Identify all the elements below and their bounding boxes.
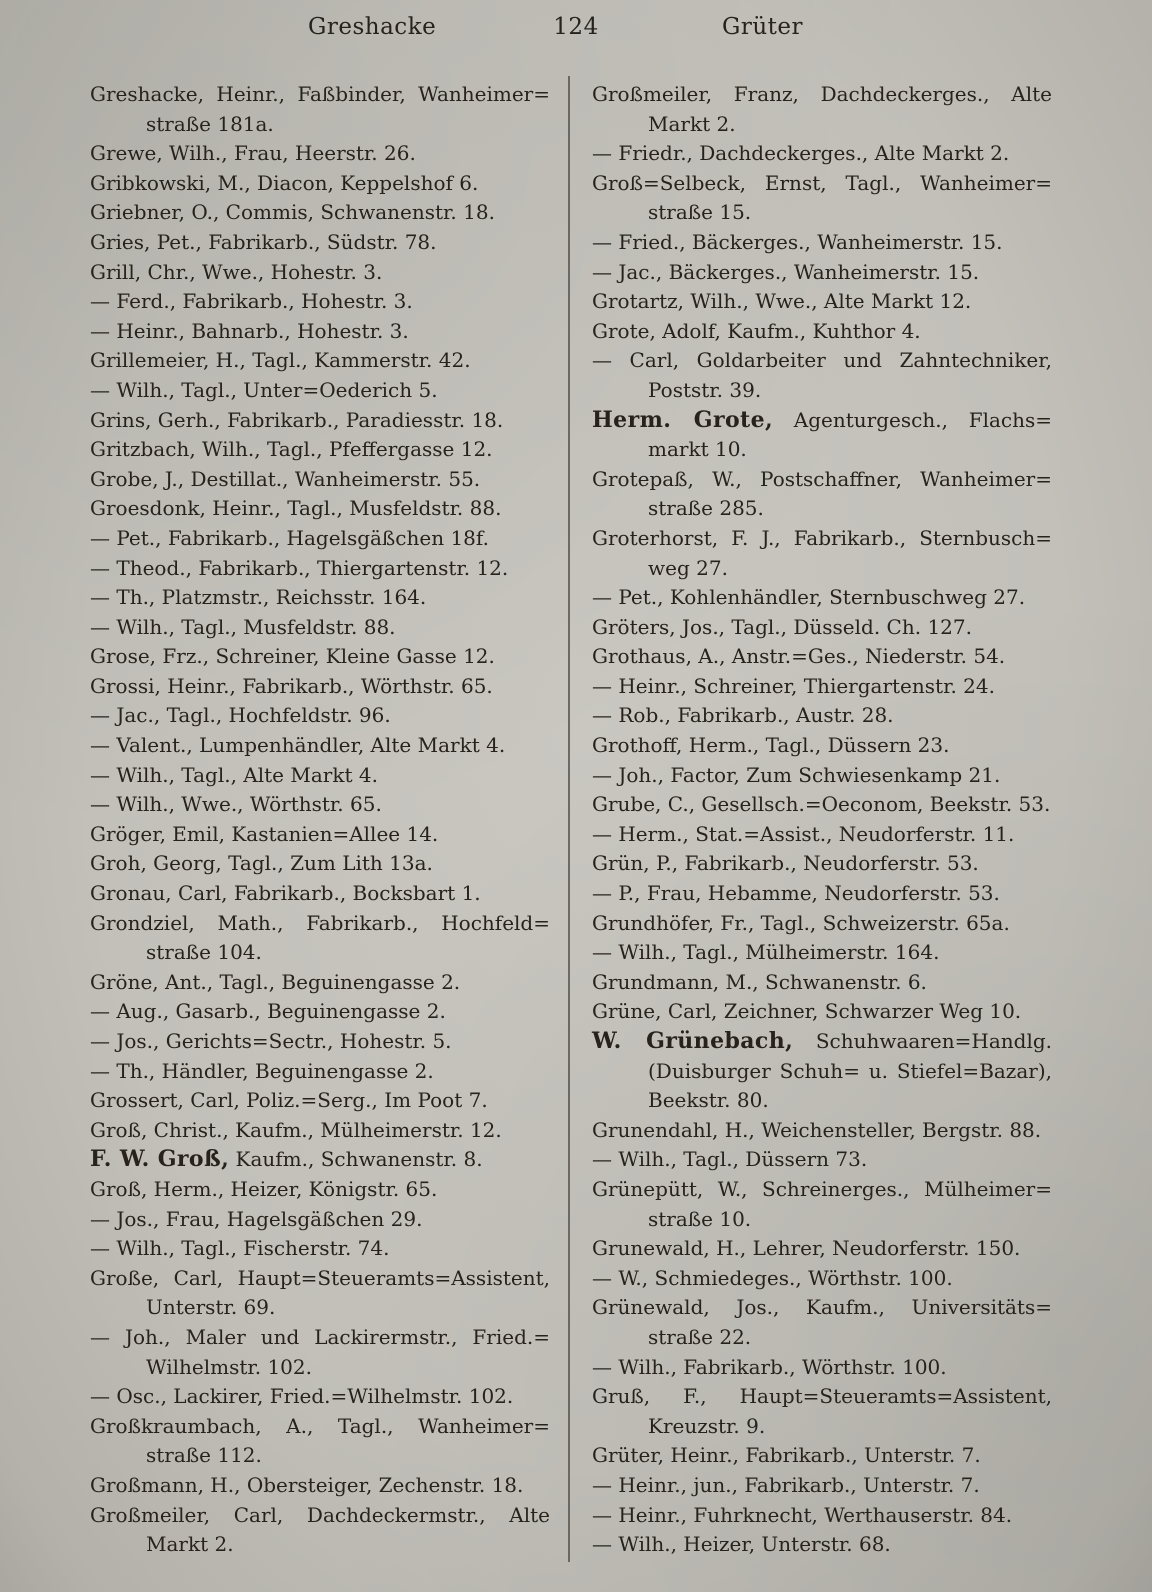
entry-line: — P., Frau, Hebamme, Neudorferstr. 53. (592, 881, 1000, 906)
directory-entry (90, 879, 550, 909)
entry-line: Wilhelmstr. 102. (146, 1354, 312, 1379)
entry-line: Gruß, F., Haupt=Steueramts=Assistent, (592, 1384, 1052, 1409)
entry-line: Grossert, Carl, Poliz.=Serg., Im Poot 7. (90, 1088, 488, 1113)
entry-line: Griebner, O., Commis, Schwanenstr. 18. (90, 200, 495, 225)
directory-entry (592, 672, 1052, 702)
directory-entry (592, 613, 1052, 643)
entry-line: straße 10. (648, 1206, 752, 1231)
entry-line: straße 285. (648, 496, 764, 521)
entry-line: W. Grünebach, Schuhwaaren=Handlg. (592, 1028, 1052, 1054)
directory-entry (592, 1145, 1052, 1175)
directory-entry (592, 317, 1052, 347)
header-right-title: Grüter (722, 14, 804, 40)
directory-entry (592, 790, 1052, 820)
directory-entry (90, 287, 550, 317)
entry-line: — Heinr., Schreiner, Thiergartenstr. 24. (592, 673, 995, 698)
entry-line: Grundhöfer, Fr., Tagl., Schweizerstr. 65a. (592, 910, 1010, 935)
entry-line: — Wilh., Fabrikarb., Wörthstr. 100. (592, 1354, 947, 1379)
column-right (592, 80, 1052, 1560)
entry-line: Grill, Chr., Wwe., Hohestr. 3. (90, 259, 383, 284)
entry-line: Grotepaß, W., Postschaffner, Wanheimer= (592, 466, 1052, 491)
entry-line: — Theod., Fabrikarb., Thiergartenstr. 12. (90, 555, 509, 580)
directory-entry (592, 1353, 1052, 1383)
directory-entry (592, 465, 1052, 524)
entry-line: Großmann, H., Obersteiger, Zechenstr. 18. (90, 1472, 524, 1497)
entry-line: — Ferd., Fabrikarb., Hohestr. 3. (90, 289, 413, 314)
entry-line: Gröters, Jos., Tagl., Düsseld. Ch. 127. (592, 614, 972, 639)
directory-entry (90, 1471, 550, 1501)
directory-entry (90, 849, 550, 879)
entry-line: — W., Schmiedeges., Wörthstr. 100. (592, 1265, 953, 1290)
entry-line: Grunewald, H., Lehrer, Neudorferstr. 150. (592, 1236, 1021, 1261)
entry-line: (Duisburger Schuh= u. Stiefel=Bazar), (648, 1058, 1052, 1083)
entry-line: Grünewald, Jos., Kaufm., Universitäts= (592, 1295, 1052, 1320)
directory-entry (90, 524, 550, 554)
entry-line: — Friedr., Dachdeckerges., Alte Markt 2. (592, 141, 1010, 166)
entry-line: — Carl, Goldarbeiter und Zahntechniker, (592, 348, 1052, 373)
directory-entry (592, 1441, 1052, 1471)
entry-line: weg 27. (648, 555, 728, 580)
entry-line: Grins, Gerh., Fabrikarb., Paradiesstr. 18. (90, 407, 504, 432)
entry-line: Grün, P., Fabrikarb., Neudorferstr. 53. (592, 851, 979, 876)
entry-line: Grünepütt, W., Schreinerges., Mülheimer= (592, 1176, 1052, 1201)
directory-entry (592, 80, 1052, 139)
directory-entry (592, 642, 1052, 672)
header-left-title: Greshacke (308, 14, 437, 40)
directory-entry (592, 1264, 1052, 1294)
entry-line: Grunendahl, H., Weichensteller, Bergstr. 88. (592, 1117, 1042, 1142)
entry-line: Grothaus, A., Anstr.=Ges., Niederstr. 54. (592, 644, 1006, 669)
directory-entry (592, 1175, 1052, 1234)
directory-entry (90, 406, 550, 436)
directory-entry (90, 435, 550, 465)
directory-entry (592, 169, 1052, 228)
entry-line: — Jac., Bäckerges., Wanheimerstr. 15. (592, 259, 980, 284)
directory-entry (592, 1027, 1052, 1116)
entry-line: — Wilh., Heizer, Unterstr. 68. (592, 1532, 891, 1557)
page-number: 124 (553, 14, 599, 40)
entry-line: straße 15. (648, 200, 752, 225)
directory-entry (90, 1027, 550, 1057)
entry-line: Poststr. 39. (648, 377, 762, 402)
entry-line: Kreuzstr. 9. (648, 1413, 766, 1438)
entry-line: Gröne, Ant., Tagl., Beguinengasse 2. (90, 969, 461, 994)
directory-entry (592, 139, 1052, 169)
directory-entry (90, 346, 550, 376)
entry-line: — Heinr., Bahnarb., Hohestr. 3. (90, 318, 409, 343)
directory-entry (592, 287, 1052, 317)
entry-line: — Osc., Lackirer, Fried.=Wilhelmstr. 102. (90, 1384, 514, 1409)
directory-entry (90, 198, 550, 228)
entry-line: Gronau, Carl, Fabrikarb., Bocksbart 1. (90, 881, 481, 906)
entry-line: Grüne, Carl, Zeichner, Schwarzer Weg 10. (592, 999, 1022, 1024)
entry-line: — Jac., Tagl., Hochfeldstr. 96. (90, 703, 391, 728)
entry-line: Groterhorst, F. J., Fabrikarb., Sternbusch= (592, 525, 1052, 550)
directory-entry (592, 1501, 1052, 1531)
directory-entry (90, 554, 550, 584)
directory-entry (592, 879, 1052, 909)
entry-line: — Heinr., jun., Fabrikarb., Unterstr. 7. (592, 1472, 980, 1497)
directory-entry (592, 1382, 1052, 1441)
entry-line: — Wilh., Wwe., Wörthstr. 65. (90, 792, 382, 817)
directory-entry (90, 731, 550, 761)
entry-line: — Aug., Gasarb., Beguinengasse 2. (90, 999, 446, 1024)
entry-line: Große, Carl, Haupt=Steueramts=Assistent, (90, 1265, 550, 1290)
directory-entry (592, 406, 1052, 465)
entry-line: — Rob., Fabrikarb., Austr. 28. (592, 703, 894, 728)
entry-line: Grundmann, M., Schwanenstr. 6. (592, 969, 927, 994)
entry-line: Beekstr. 80. (648, 1088, 769, 1113)
directory-entry (90, 228, 550, 258)
directory-entry (90, 1234, 550, 1264)
directory-entry (592, 701, 1052, 731)
entry-line: Gribkowski, M., Diacon, Keppelshof 6. (90, 170, 479, 195)
directory-entry (90, 258, 550, 288)
entry-line: markt 10. (648, 437, 747, 462)
entry-line: — Wilh., Tagl., Fischerstr. 74. (90, 1236, 390, 1261)
directory-entry (592, 228, 1052, 258)
directory-entry (90, 139, 550, 169)
entry-line: Markt 2. (146, 1532, 234, 1557)
directory-entry (592, 909, 1052, 939)
entry-line: Grüter, Heinr., Fabrikarb., Unterstr. 7. (592, 1443, 981, 1468)
directory-entry (90, 790, 550, 820)
directory-entry (592, 938, 1052, 968)
entry-line: straße 112. (146, 1443, 262, 1468)
entry-line: Herm. Grote, Agenturgesch., Flachs= (592, 406, 1052, 433)
entry-line: F. W. Groß, Kaufm., Schwanenstr. 8. (90, 1146, 483, 1173)
directory-entry (592, 1530, 1052, 1560)
directory-entry (90, 494, 550, 524)
entry-line: — Th., Händler, Beguinengasse 2. (90, 1058, 434, 1083)
entry-line: — Fried., Bäckerges., Wanheimerstr. 15. (592, 229, 1003, 254)
directory-entry (90, 642, 550, 672)
directory-entry (592, 849, 1052, 879)
entry-line: straße 104. (146, 940, 262, 965)
entry-line: Groß, Christ., Kaufm., Mülheimerstr. 12. (90, 1117, 502, 1142)
directory-entry (90, 1175, 550, 1205)
directory-entry (592, 583, 1052, 613)
entry-line: — Wilh., Tagl., Alte Markt 4. (90, 762, 378, 787)
entry-line: — Jos., Gerichts=Sectr., Hohestr. 5. (90, 1029, 452, 1053)
entry-line: Markt 2. (648, 111, 736, 136)
entry-line: Unterstr. 69. (146, 1295, 276, 1320)
entry-line: Großkraumbach, A., Tagl., Wanheimer= (90, 1413, 550, 1438)
column-divider (568, 76, 570, 1562)
column-left (90, 80, 550, 1560)
entry-line: Großmeiler, Carl, Dachdeckermstr., Alte (90, 1502, 550, 1527)
entry-line: — Valent., Lumpenhändler, Alte Markt 4. (90, 733, 506, 758)
entry-line: — Herm., Stat.=Assist., Neudorferstr. 11. (592, 821, 1015, 846)
directory-entry (90, 909, 550, 968)
entry-line: — Wilh., Tagl., Musfeldstr. 88. (90, 614, 396, 639)
directory-entry (90, 80, 550, 139)
directory-entry (90, 1116, 550, 1146)
directory-entry (90, 672, 550, 702)
directory-entry (90, 465, 550, 495)
entry-line: Gries, Pet., Fabrikarb., Südstr. 78. (90, 229, 437, 254)
entry-line: Groß=Selbeck, Ernst, Tagl., Wanheimer= (592, 170, 1052, 195)
entry-line: — Pet., Kohlenhändler, Sternbuschweg 27. (592, 585, 1026, 610)
entry-bold-name: W. Grünebach, (592, 1028, 794, 1054)
directory-entry (592, 1116, 1052, 1146)
entry-line: Greshacke, Heinr., Faßbinder, Wanheimer= (90, 82, 550, 106)
directory-entry (592, 731, 1052, 761)
directory-entry (90, 583, 550, 613)
entry-line: — Wilh., Tagl., Düssern 73. (592, 1147, 868, 1172)
directory-entry (90, 761, 550, 791)
directory-entry (592, 820, 1052, 850)
directory-entry (90, 1501, 550, 1560)
entry-line: — Joh., Maler und Lackirermstr., Fried.= (90, 1324, 550, 1349)
directory-entry (90, 169, 550, 199)
directory-entry (90, 1412, 550, 1471)
directory-entry (90, 968, 550, 998)
directory-entry (592, 761, 1052, 791)
entry-line: Groß, Herm., Heizer, Königstr. 65. (90, 1176, 438, 1201)
entry-bold-name: F. W. Groß, (90, 1146, 230, 1173)
entry-line: — Heinr., Fuhrknecht, Werthauserstr. 84. (592, 1502, 1013, 1527)
entry-line: — Wilh., Tagl., Mülheimerstr. 164. (592, 940, 940, 965)
directory-entry (592, 1234, 1052, 1264)
entry-line: Grillemeier, H., Tagl., Kammerstr. 42. (90, 348, 471, 373)
directory-entry (90, 317, 550, 347)
directory-entry (90, 701, 550, 731)
entry-line: — Wilh., Tagl., Unter=Oederich 5. (90, 377, 438, 402)
entry-line: Grondziel, Math., Fabrikarb., Hochfeld= (90, 910, 550, 935)
directory-entry (592, 524, 1052, 583)
entry-line: Grose, Frz., Schreiner, Kleine Gasse 12. (90, 644, 495, 669)
entry-line: Grewe, Wilh., Frau, Heerstr. 26. (90, 141, 416, 166)
entry-line: Grotartz, Wilh., Wwe., Alte Markt 12. (592, 289, 972, 314)
directory-entry (90, 1145, 550, 1175)
directory-entry (90, 1382, 550, 1412)
directory-entry (90, 1057, 550, 1087)
entry-line: — Jos., Frau, Hagelsgäßchen 29. (90, 1206, 423, 1231)
entry-line: Gröger, Emil, Kastanien=Allee 14. (90, 821, 439, 846)
directory-entry (592, 258, 1052, 288)
entry-line: — Joh., Factor, Zum Schwiesenkamp 21. (592, 762, 1001, 787)
entry-line: Groesdonk, Heinr., Tagl., Musfeldstr. 88. (90, 496, 502, 521)
entry-line: Großmeiler, Franz, Dachdeckerges., Alte (592, 82, 1052, 106)
entry-line: Grothoff, Herm., Tagl., Düssern 23. (592, 733, 950, 758)
directory-entry (592, 968, 1052, 998)
entry-line: — Th., Platzmstr., Reichsstr. 164. (90, 585, 427, 610)
entry-line: Grossi, Heinr., Fabrikarb., Wörthstr. 65. (90, 673, 493, 698)
entry-line: Grube, C., Gesellsch.=Oeconom, Beekstr. 53. (592, 792, 1051, 817)
directory-entry (592, 1293, 1052, 1352)
entry-line: — Pet., Fabrikarb., Hagelsgäßchen 18f. (90, 525, 489, 550)
entry-line: Groh, Georg, Tagl., Zum Lith 13a. (90, 851, 433, 876)
directory-entry (90, 376, 550, 406)
entry-line: Grobe, J., Destillat., Wanheimerstr. 55. (90, 466, 481, 491)
directory-entry (90, 820, 550, 850)
entry-line: straße 181a. (146, 111, 274, 136)
directory-entry (592, 997, 1052, 1027)
entry-line: Grote, Adolf, Kaufm., Kuhthor 4. (592, 318, 921, 343)
directory-entry (90, 1205, 550, 1235)
directory-entry (90, 613, 550, 643)
directory-entry (90, 1086, 550, 1116)
entry-line: straße 22. (648, 1324, 752, 1349)
entry-line: Gritzbach, Wilh., Tagl., Pfeffergasse 12. (90, 437, 493, 462)
entry-bold-name: Herm. Grote, (592, 406, 774, 433)
directory-entry (90, 997, 550, 1027)
directory-entry (90, 1264, 550, 1323)
directory-entry (592, 1471, 1052, 1501)
directory-entry (90, 1323, 550, 1382)
directory-entry (592, 346, 1052, 405)
